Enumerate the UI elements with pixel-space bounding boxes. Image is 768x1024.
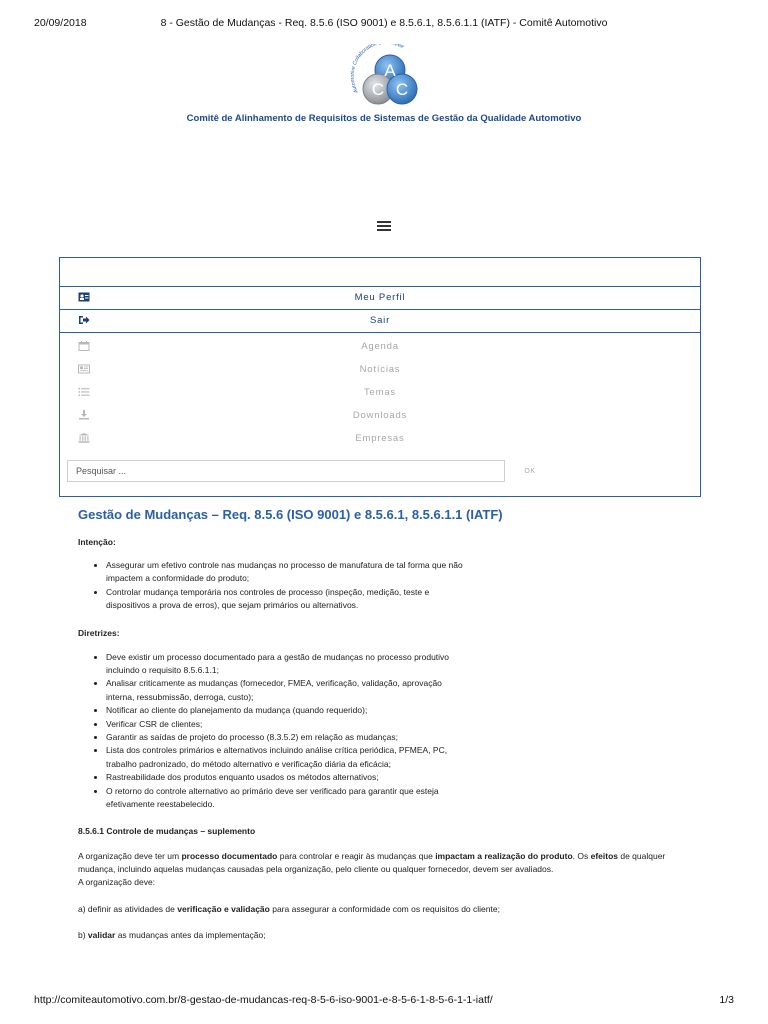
acc-logo-icon [336,44,432,112]
list-item: • O retorno do controle alternativo ao primário deve ser verificado para garantir que esteja efetivamente reestabelecido. [106,785,468,812]
diretrizes-heading: Diretrizes: [78,627,120,638]
diretrizes-list [78,651,468,812]
print-title: 8 - Gestão de Mudanças - Req. 8.5.6 (ISO 9001) e 8.5.6.1, 8.5.6.1.1 (IATF) - Comitê Automotivo [160,17,608,29]
search-input[interactable] [67,460,505,482]
menu-item-empresas[interactable] [60,427,700,450]
list-item: • Notificar ao cliente do planejamento da mudança (quando requerido); [106,704,468,717]
paragraph: A organização deve: [78,877,156,888]
menu-item-meu-perfil[interactable] [60,286,700,309]
list-item: • Controlar mudança temporária nos controles de processo (inspeção, medição, teste e dispositivos a prova de erros), que sejam primários ou alternativos. [106,586,468,613]
calendar-icon [78,341,90,351]
menu-item-label: Empresas [355,433,405,444]
list-item: • Rastreabilidade dos produtos enquanto usados os métodos alternativos; [106,771,468,784]
list-item: • Analisar criticamente as mudanças (fornecedor, FMEA, verificação, validação, aprovação interna, ressubmissão, derroga, custo); [106,677,468,704]
menu-toggle-icon[interactable] [377,221,391,231]
page-number: 1/3 [719,994,734,1006]
logo-letter-c2: C [395,80,409,99]
newspaper-icon [78,364,90,374]
logo-arc-text: Automotive Collaboration ttee [349,44,405,94]
paragraph-item-a: a) definir as atividades de verificação e validação para assegurar a conformidade com os requisitos do cliente; [78,903,500,914]
menu-item-agenda[interactable] [60,335,700,358]
print-header [0,17,768,31]
print-footer [0,994,768,1008]
id-card-icon [78,292,90,302]
menu-item-temas[interactable] [60,381,700,404]
site-name[interactable]: Comitê de Alinhamento de Requisitos de Sistemas de Gestão da Qualidade Automotivo [186,113,582,124]
list-item: • Deve existir um processo documentado para a gestão de mudanças no processo produtivo incluindo o requisito 8.5.6.1.1; [106,651,468,678]
logo-letter-c1: C [371,80,385,99]
menu-item-sair[interactable] [60,309,700,332]
menu-item-noticias[interactable] [60,358,700,381]
list-item: • Garantir as saídas de projeto do processo (8.3.5.2) em relação as mudanças; [106,731,468,744]
search-submit-button[interactable]: OK [516,461,544,481]
paragraph-item-b: b) validar as mudanças antes da implementação; [78,930,266,941]
print-date: 20/09/2018 [34,17,87,29]
menu-item-label: Temas [364,387,396,398]
menu-divider [60,332,700,333]
institution-icon [78,433,90,443]
list-item: • Assegurar um efetivo controle nas mudanças no processo de manufatura de tal forma que não impactem a conformidade do produto; [106,559,468,586]
list-icon [78,387,90,397]
article [78,507,688,943]
menu-item-label: Meu Perfil [354,292,406,303]
sign-out-icon [78,315,90,325]
page-url[interactable]: http://comiteautomotivo.com.br/8-gestao-de-mudancas-req-8-5-6-iso-9001-e-8-5-6-1-8-5-6-1-1-iatf/ [34,994,493,1006]
menu-item-label: Sair [369,315,391,326]
download-icon [78,410,90,420]
menu-item-label: Notícias [359,364,401,375]
menu-item-label: Agenda [361,341,399,352]
site-logo[interactable] [336,44,432,112]
intencao-heading: Intenção: [78,537,116,547]
menu-item-downloads[interactable] [60,404,700,427]
section-heading: 8.5.6.1 Controle de mudanças – suplemento [78,825,256,836]
logo-letter-a: A [384,61,396,80]
nav-menu [59,257,701,497]
list-item: • Lista dos controles primários e alternativos incluindo análise crítica periódica, PFMEA, PC, trabalho padronizado, do método alternativo e verificação diária da eficácia; [106,744,468,771]
article-title: Gestão de Mudanças – Req. 8.5.6 (ISO 9001) e 8.5.6.1, 8.5.6.1.1 (IATF) [78,507,503,522]
paragraph: A organização deve ter um processo documentado para controlar e reagir às mudanças que impactam a realização do produto. Os efeitos de qualquer mudança, incluindo aquelas mudanças causadas pela organização, pelo cliente ou qualquer fornecedor, devem ser avaliados. [78,850,666,874]
list-item: • Verificar CSR de clientes; [106,718,468,731]
menu-item-label: Downloads [352,410,408,421]
intencao-list [78,559,468,613]
